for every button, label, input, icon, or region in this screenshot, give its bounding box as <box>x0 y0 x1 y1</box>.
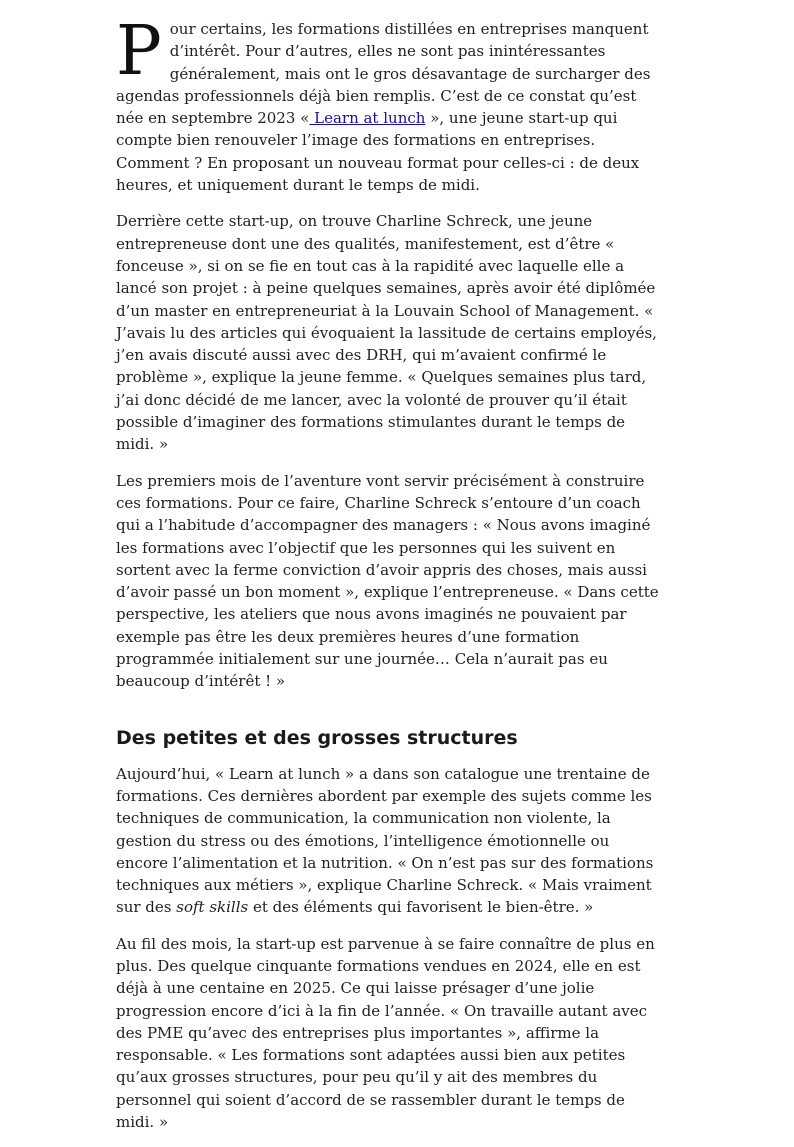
paragraph-intro <box>116 12 664 196</box>
article-body <box>116 12 664 1147</box>
paragraph-growth: Au fil des mois, la start-up est parvenue à se faire connaître de plus en plus. Des quelque cinquante formations vendues en 2024, elle en est déjà à une centaine en 2025. Ce qui laisse présager d’une jolie progression encore d’ici à la fin de l’année. « On travaille autant avec des PME qu’avec des entreprises plus importantes », affirme la responsable. « Les formations sont adaptées aussi bien aux petites qu’aux grosses structures, pour peu qu’il y ait des membres du personnel qui soient d’accord de se rassembler durant le temps de midi. » <box>116 934 655 1132</box>
intro-text-start: our certains, les formations distillées en entreprises manquent d’intérêt. Pour d’autres, elles ne sont pas inintéressantes généralement, mais ont le gros désavantage de surcharger des agendas professionnels déjà bien remplis. C’est de ce constat qu’est née en septembre 2023 « <box>116 20 651 128</box>
catalogue-text-end: et des éléments qui favorisent le bien-être. » <box>248 898 594 917</box>
learn-at-lunch-link[interactable]: Learn at lunch <box>309 109 426 128</box>
catalogue-text-start: Aujourd’hui, « Learn at lunch » a dans son catalogue une trentaine de formations. Ces dernières abordent par exemple des sujets comme les techniques de communication, la communication non violente, la gestion du stress ou des émotions, l’intelligence émotionnelle ou encore l’alimentation et la nutrition. « On n’est pas sur des formations techniques aux métiers », explique Charline Schreck. « Mais vraiment sur des <box>116 764 654 917</box>
paragraph-founder: Derrière cette start-up, on trouve Charline Schreck, une jeune entrepreneuse dont une des qualités, manifestement, est d’être « fonceuse », si on se fie en tout cas à la rapidité avec laquelle elle a lancé son projet : à peine quelques semaines, après avoir été diplômée d’un master en entrepreneuriat à la Louvain School of Management. « J’avais lu des articles qui évoquaient la lassitude de certains employés, j’en avais discuté aussi avec des DRH, qui m’avaient confirmé le problème », explique la jeune femme. « Quelques semaines plus tard, j’ai donc décidé de me lancer, avec la volonté de prouver qu’il était possible d’imaginer des formations stimulantes durant le temps de midi. » <box>116 212 657 454</box>
soft-skills-emphasis: soft skills <box>176 898 249 917</box>
paragraph-catalogue <box>116 763 664 919</box>
intro-text-end: », une jeune start-up qui compte bien renouveler l’image des formations en entreprises. Comment ? En proposant un nouveau format pour celles-ci : de deux heures, et uniquement durant le temps de midi. <box>116 109 640 195</box>
drop-cap: P <box>116 12 162 91</box>
section-heading: Des petites et des grosses structures <box>116 726 518 749</box>
paragraph-first-months: Les premiers mois de l’aventure vont servir précisément à construire ces formations. Pour ce faire, Charline Schreck s’entoure d’un coach qui a l’habitude d’accompagner des managers : « Nous avons imaginé les formations avec l’objectif que les personnes qui les suivent en sortent avec la ferme conviction d’avoir appris des choses, mais aussi d’avoir passé un bon moment », explique l’entrepreneuse. « Dans cette perspective, les ateliers que nous avons imaginés ne pouvaient par exemple pas être les deux premières heures d’une formation programmée initialement sur une journée… Cela n’aurait pas eu beaucoup d’intérêt ! » <box>116 471 659 691</box>
